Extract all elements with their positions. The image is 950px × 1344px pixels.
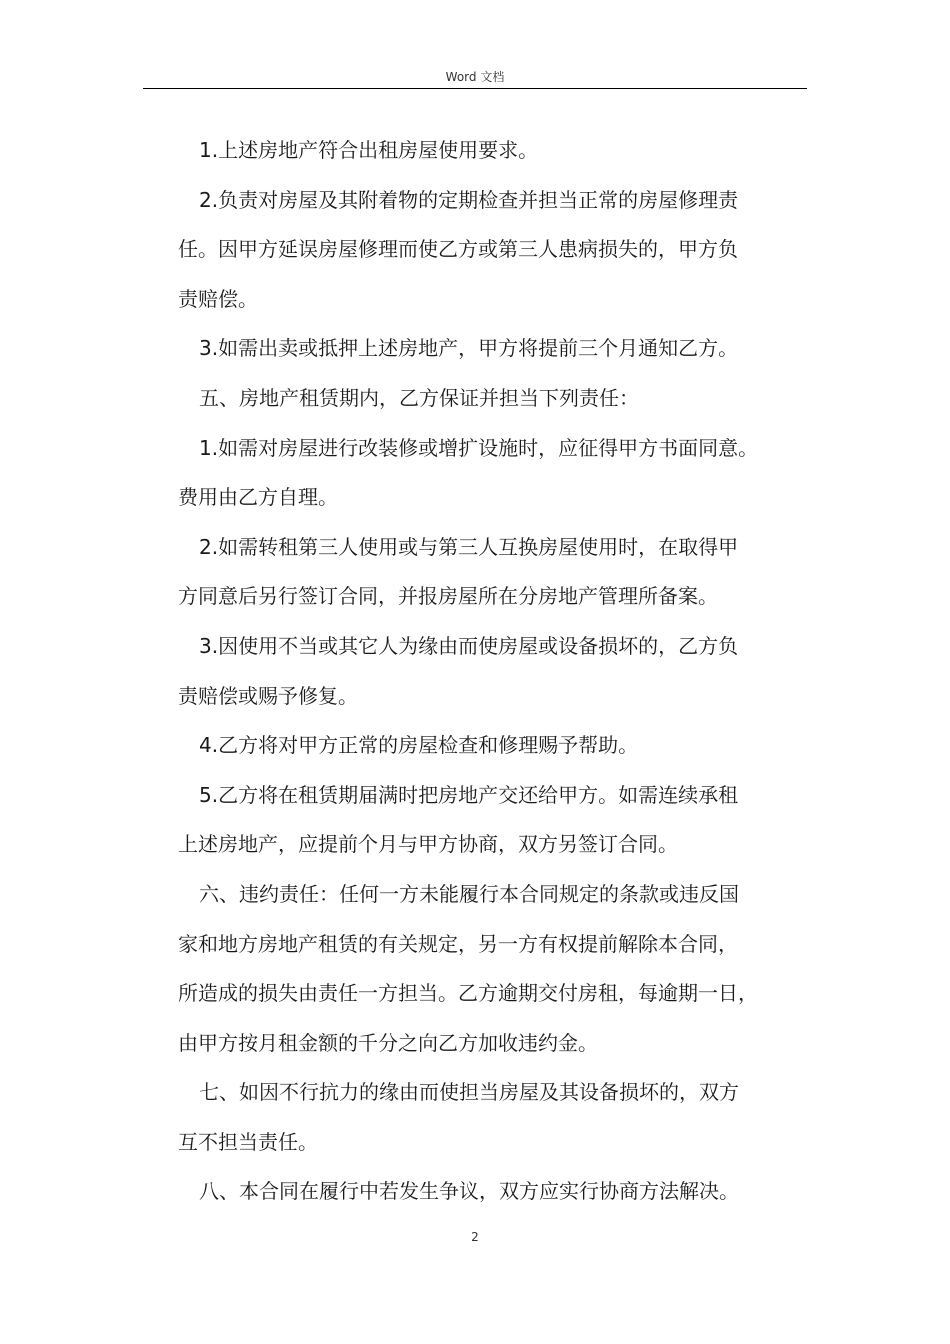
paragraph-line: 方同意后另行签订合同，并报房屋所在分房地产管理所备案。 [178,584,718,609]
paragraph-line: 1.如需对房屋进行改装修或增扩设施时，应征得甲方书面同意。 [199,435,759,460]
paragraph-line: 责赔偿或赐予修复。 [178,683,358,708]
paragraph-line: 互不担当责任。 [178,1129,318,1154]
paragraph-line: 任。因甲方延误房屋修理而使乙方或第三人患病损失的，甲方负 [178,237,738,262]
paragraph-line: 2.如需转租第三人使用或与第三人互换房屋使用时，在取得甲 [199,534,739,559]
paragraph-line: 2.负责对房屋及其附着物的定期检查并担当正常的房屋修理责 [199,187,739,212]
paragraph-line: 费用由乙方自理。 [178,485,338,510]
section-heading-line: 六、违约责任：任何一方未能履行本合同规定的条款或违反国 [199,881,739,906]
paragraph-line: 上述房地产，应提前个月与甲方协商，双方另签订合同。 [178,832,678,857]
paragraph-line: 5.乙方将在租赁期届满时把房地产交还给甲方。如需连续承租 [199,782,739,807]
paragraph-line: 由甲方按月租金额的千分之向乙方加收违约金。 [178,1030,598,1055]
page-number: 2 [471,1230,479,1244]
document-body [178,126,814,1217]
paragraph-line: 3.如需出卖或抵押上述房地产，甲方将提前三个月通知乙方。 [199,336,739,361]
section-heading-line: 五、房地产租赁期内，乙方保证并担当下列责任： [199,385,639,410]
header-divider [143,88,807,89]
page-header: Word 文档 [445,70,505,84]
paragraph-line: 家和地方房地产租赁的有关规定，另一方有权提前解除本合同， [178,931,738,956]
section-heading-line: 八、本合同在履行中若发生争议，双方应实行协商方法解决。 [199,1179,739,1204]
paragraph-line: 4.乙方将对甲方正常的房屋检查和修理赐予帮助。 [199,733,639,758]
paragraph-line: 责赔偿。 [178,286,258,311]
paragraph-line: 3.因使用不当或其它人为缘由而使房屋或设备损坏的，乙方负 [199,633,739,658]
section-heading-line: 七、如因不行抗力的缘由而使担当房屋及其设备损坏的，双方 [199,1080,739,1105]
paragraph-line: 所造成的损失由责任一方担当。乙方逾期交付房租，每逾期一日， [178,981,758,1006]
paragraph-line: 1.上述房地产符合出租房屋使用要求。 [199,138,539,162]
